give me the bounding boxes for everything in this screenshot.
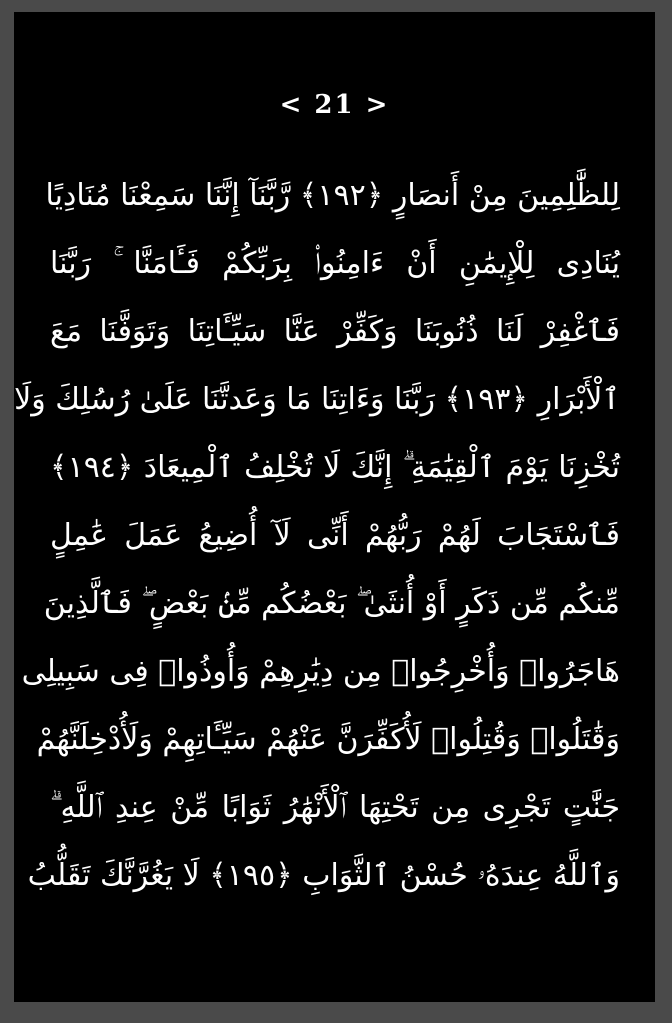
quran-page	[14, 12, 655, 1002]
verse-line: هَاجَرُوا۟ وَأُخْرِجُوا۟ مِن دِيَٰرِهِمْ وَأُوذُوا۟ فِى سَبِيلِى	[21, 654, 620, 689]
verse-line: فَٱسْتَجَابَ لَهُمْ رَبُّهُمْ أَنِّى لَآ أُضِيعُ عَمَلَ عَٰمِلٍ	[50, 518, 620, 553]
verse-line: جَنَّٰتٍ تَجْرِى مِن تَحْتِهَا ٱلْأَنْهَٰرُ ثَوَابًا مِّنْ عِندِ ٱللَّهِ ۗ	[50, 790, 620, 825]
page-number: < 21 >	[279, 90, 390, 120]
verse-line: مِّنكُم مِّن ذَكَرٍ أَوْ أُنثَىٰ ۖ بَعْضُكُم مِّنۢ بَعْضٍ ۖ فَٱلَّذِينَ	[43, 586, 620, 621]
verse-line: لِلظَّٰلِمِينَ مِنْ أَنصَارٍ ﴿١٩٢﴾ رَّبَّنَآ إِنَّنَا سَمِعْنَا مُنَادِيًا	[45, 178, 620, 213]
verse-line: يُنَادِى لِلْإِيمَٰنِ أَنْ ءَامِنُوا۟ بِرَبِّكُمْ فَـَٔامَنَّا ۚ رَبَّنَا	[50, 246, 620, 281]
verse-line: فَٱغْفِرْ لَنَا ذُنُوبَنَا وَكَفِّرْ عَنَّا سَيِّـَٔاتِنَا وَتَوَفَّنَا مَعَ	[50, 314, 620, 349]
verse-line: وَٱللَّهُ عِندَهُۥ حُسْنُ ٱلثَّوَابِ ﴿١٩٥﴾ لَا يَغُرَّنَّكَ تَقَلُّبُ	[27, 858, 620, 893]
verse-line: تُخْزِنَا يَوْمَ ٱلْقِيَٰمَةِ ۗ إِنَّكَ لَا تُخْلِفُ ٱلْمِيعَادَ ﴿١٩٤﴾	[50, 450, 620, 485]
verse-line: ٱلْأَبْرَارِ ﴿١٩٣﴾ رَبَّنَا وَءَاتِنَا مَا وَعَدتَّنَا عَلَىٰ رُسُلِكَ وَلَا	[14, 382, 620, 417]
verse-text-block	[14, 162, 620, 910]
verse-line: وَقَٰتَلُوا۟ وَقُتِلُوا۟ لَأُكَفِّرَنَّ عَنْهُمْ سَيِّـَٔاتِهِمْ وَلَأُدْخِلَنَّهُمْ	[36, 722, 620, 757]
